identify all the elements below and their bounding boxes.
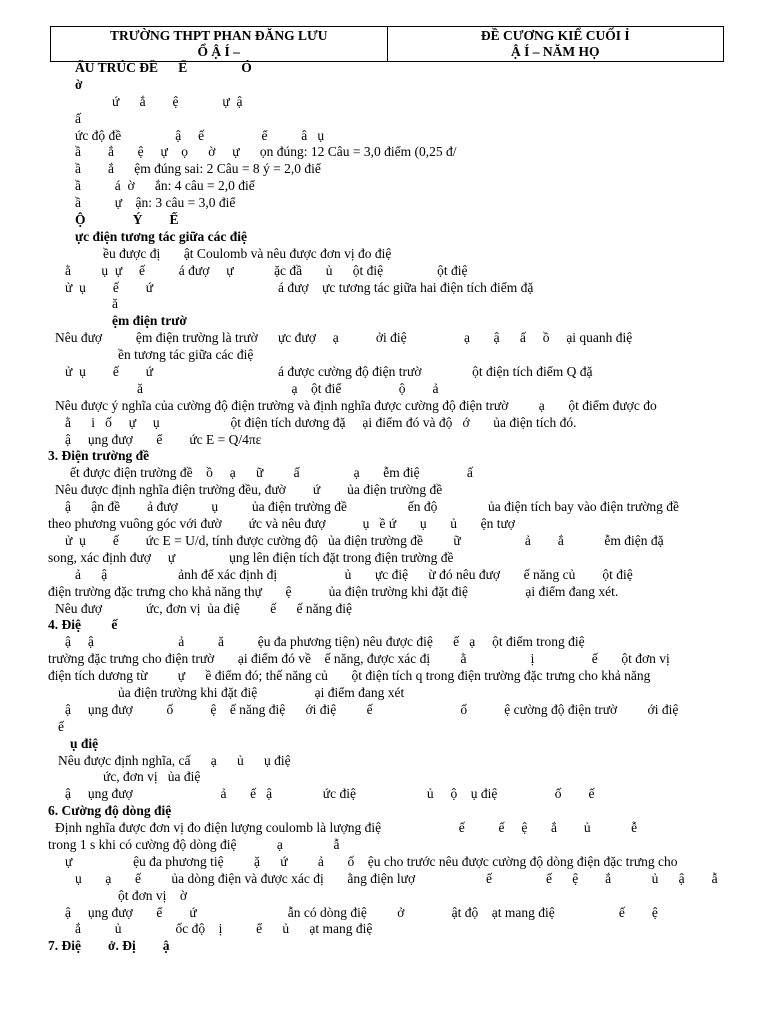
text-line: ầ ắ ệm đúng sai: 2 Câu = 8 ý = 2,0 điể (75, 161, 321, 177)
text-line: Nêu được định nghĩa điện trường đều, đườ ứ ủa điện trường đề (55, 482, 443, 498)
text-line: ả ậ ảnh để xác định đị ủ ực điệ ừ đó nêu đượ ế năng củ ột điệ (75, 566, 633, 582)
exam-title: ĐỀ CƯƠNG KIỂ CUỐI Ỉ (480, 28, 630, 43)
text-line: ền tương tác giữa các điệ (118, 347, 254, 363)
text-line: ằ ụ ự ế á đượ ự ặc đầ ủ ột điệ ột điệ (65, 262, 468, 278)
text-line: ầ á ờ ắn: 4 câu = 2,0 điể (75, 178, 255, 194)
text-line: ầ ự ận: 3 câu = 3,0 điể (75, 195, 236, 211)
text-line: ự ệu đa phương tiệ ặ ứ ả ố ệu cho trước nêu được cường độ dòng điện đặc trưng cho (65, 853, 678, 869)
text-line: ậ ậ ả ă ệu đa phương tiện) nêu được điệ ế ạ ột điểm trong điệ (65, 634, 585, 650)
text-line: ă (112, 296, 118, 312)
text-line: điện tích dương từ ự ề điểm đó; thế năng củ ột điện tích q trong điện trường đặc trưng cho khả năng (48, 668, 651, 684)
document-body (0, 60, 768, 955)
text-line: ậ ụng đượ ể ứ ẫn có dòng điệ ở ật độ ạt mang điệ ế ệ (65, 904, 658, 920)
text-line: Nêu được ý nghĩa của cường độ điện trường và định nghĩa được cường độ điện trườ ạ ột điểm được đo (55, 397, 657, 413)
text-line: ă ạ ột điể ộ ả (137, 380, 439, 396)
text-line: ậ ụng đượ ố ệ ế năng điệ ới điệ ế ố ệ cường độ điện trườ ới điệ (65, 701, 679, 717)
text-line: điện trường đặc trưng cho khả năng thự ệ ủa điện trường khi đặt điệ ại điểm đang xét. (48, 583, 619, 599)
text-line: ử ụ ế ứ á được cường độ điện trườ ột điện tích điểm Q đặ (65, 364, 593, 380)
header-table (50, 26, 724, 62)
text-line: ức độ đề ậ ế ể â ụ (75, 127, 325, 143)
text-line: theo phương vuông góc với đườ ức và nêu đượ ụ ề ứ ụ ủ ện tượ (48, 516, 515, 532)
text-line: ử ụ ế ứ á đượ ực tương tác giữa hai điện tích điểm đặ (65, 279, 534, 295)
text-line: ậ ận đề ả đượ ụ ủa điện trường đề ến độ ủa điện tích bay vào điện trường đề (65, 499, 679, 515)
text-line: Nêu đượ ức, đơn vị ủa điệ ế ế năng điệ (55, 600, 352, 616)
text-line: ứ ắ ệ ự ậ (112, 93, 243, 109)
text-line: ế (58, 718, 64, 734)
section-heading: 3. Điện trường đề (48, 448, 150, 464)
section-heading: ực điện tương tác giữa các điệ (75, 228, 248, 244)
school-name: TRƯỜNG THPT PHAN ĐĂNG LƯU (109, 28, 328, 43)
text-line: ằ i ố ự ụ ột điện tích dương đặ ại điểm đó và độ ớ ủa điện tích đó. (65, 414, 577, 430)
text-line: ết được điện trường đề ồ ạ ữ ấ ạ ễm điệ ấ (70, 465, 473, 481)
section-heading: 7. Điệ ở. Đị ậ (48, 938, 170, 954)
text-line: ử ụ ế ức E = U/d, tính được cường độ ủa điện trường đề ữ ả ắ ễm điện đặ (65, 532, 664, 548)
text-line: song, xác định đượ ự ụng lên điện tích đặt trong điện trường đề (48, 549, 454, 565)
text-line: trong 1 s khi có cường độ dòng điệ ạ ẫ (48, 836, 340, 852)
section-heading: ờ (75, 76, 83, 92)
section-heading: 4. Điệ ế (48, 617, 118, 633)
text-line: Nêu được định nghĩa, cấ ạ ủ ụ điệ (58, 752, 291, 768)
text-line: Nêu đượ ệm điện trường là trườ ực đượ ạ ởi điệ ạ ậ ấ ồ ại quanh điệ (55, 330, 633, 346)
text-line: ắ ủ ốc độ ị ể ủ ạt mang điệ (75, 921, 373, 937)
section-heading: Ộ Ý Ế (75, 212, 179, 228)
section-heading: ệm điện trườ (112, 313, 187, 329)
exam-subtitle: Ậ Í – NĂM HỌ (511, 44, 600, 59)
text-line: ột đơn vị ờ (118, 887, 188, 903)
text-line: ụ ạ ế ủa dòng điện và được xác đị ằng điện lượ ế ế ệ ắ ủ ậ ẫ (75, 870, 718, 886)
school-subline: Ổ Ậ Í – (197, 44, 240, 59)
text-line: trường đặc trưng cho điện trườ ại điểm đó về ế năng, được xác đị ằ ị ế ột đơn vị (48, 651, 670, 667)
school-cell (51, 27, 388, 61)
exam-title-cell (388, 27, 724, 61)
section-heading: ụ điệ (70, 735, 99, 751)
text-line: ức, đơn vị ủa điệ (103, 769, 201, 785)
text-line: ấ (75, 110, 81, 126)
text-line: ậ ụng đượ ể ức E = Q/4πε (65, 431, 262, 447)
text-line: ầ ắ ệ ự ọ ờ ự ọn đúng: 12 Câu = 3,0 điểm (0,25 đ/ (75, 144, 457, 160)
text-line: ậ ụng đượ ả ế ậ ức điệ ủ ộ ụ điệ ố ế (65, 786, 595, 802)
text-line: ều được đị ật Coulomb và nêu được đơn vị đo điệ (103, 245, 392, 261)
text-line: Định nghĩa được đơn vị đo điện lượng coulomb là lượng điệ ế ế ệ ắ ủ ễ (55, 820, 638, 836)
section-heading: 6. Cường độ dòng điệ (48, 803, 172, 819)
text-line: ủa điện trường khi đặt điệ ại điểm đang xét (118, 684, 405, 700)
section-heading: ẤU TRÚC ĐỀ Ế Ó (75, 60, 252, 75)
